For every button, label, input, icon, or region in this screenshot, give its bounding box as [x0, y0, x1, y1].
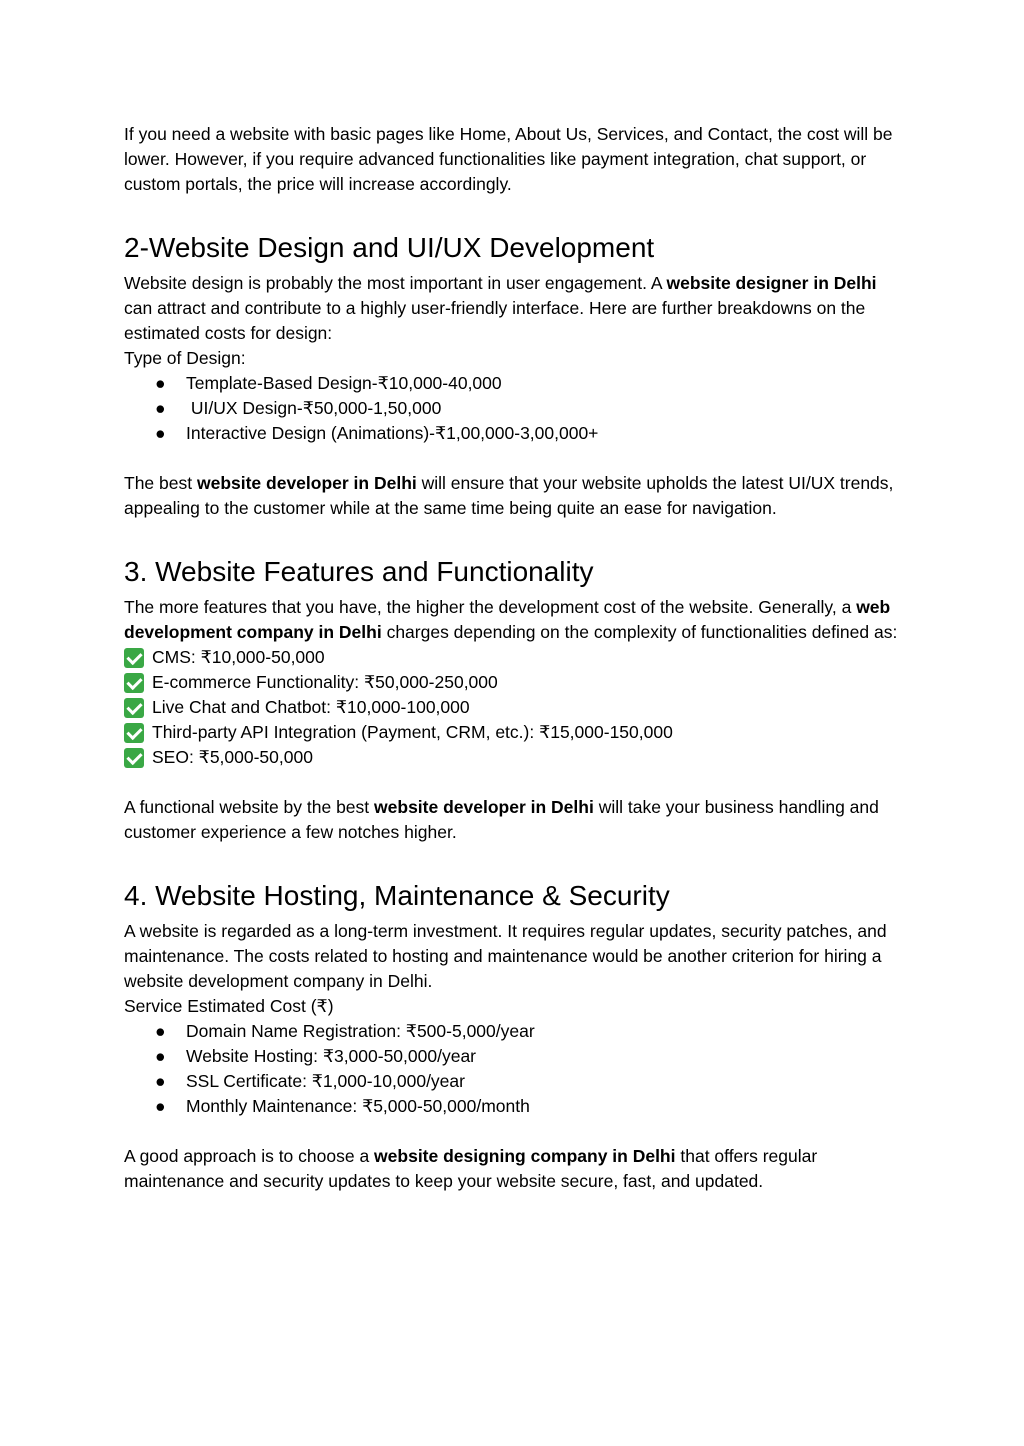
bullet-icon: ● [155, 1046, 166, 1066]
service-cost-list [124, 1019, 904, 1119]
keyword-website-developer: website developer in Delhi [196, 473, 417, 493]
keyword-website-developer: website developer in Delhi [374, 797, 594, 817]
check-mark-icon [124, 648, 144, 668]
list-item: ● Monthly Maintenance: ₹5,000-50,000/month [124, 1094, 904, 1119]
list-item: Live Chat and Chatbot: ₹10,000-100,000 [124, 695, 904, 720]
list-item: ● Template-Based Design-₹10,000-40,000 [124, 371, 904, 396]
list-item: E-commerce Functionality: ₹50,000-250,000 [124, 670, 904, 695]
bullet-icon: ● [155, 1096, 166, 1116]
list-item: ● Domain Name Registration: ₹500-5,000/year [124, 1019, 904, 1044]
service-cost-label: Service Estimated Cost (₹) [124, 996, 334, 1016]
list-item: ● SSL Certificate: ₹1,000-10,000/year [124, 1069, 904, 1094]
bullet-icon: ● [155, 1071, 166, 1091]
bullet-icon: ● [155, 423, 166, 443]
document-content [124, 122, 904, 1194]
check-mark-icon [124, 698, 144, 718]
keyword-website-designer: website designer in Delhi [666, 273, 877, 293]
list-item: SEO: ₹5,000-50,000 [124, 745, 904, 770]
section4-heading: 4. Website Hosting, Maintenance & Security [124, 880, 670, 911]
check-mark-icon [124, 748, 144, 768]
section3-paragraph-2: A functional website by the best website developer in Delhi will take your business handling and customer experience a few notches higher. [124, 797, 879, 842]
check-mark-icon [124, 723, 144, 743]
section4-paragraph-2: A good approach is to choose a website designing company in Delhi that offers regular maintenance and security updates to keep your website secure, fast, and updated. [124, 1146, 818, 1191]
section3-heading: 3. Website Features and Functionality [124, 556, 594, 587]
list-item: CMS: ₹10,000-50,000 [124, 645, 904, 670]
bullet-icon: ● [155, 398, 166, 418]
intro-paragraph: If you need a website with basic pages like Home, About Us, Services, and Contact, the cost will be lower. However, if you require advanced functionalities like payment integration, chat support, or custom portals, the price will increase accordingly. [124, 124, 893, 194]
keyword-website-designing-company: website designing company in Delhi [374, 1146, 676, 1166]
bullet-icon: ● [155, 373, 166, 393]
section2-paragraph-2: The best website developer in Delhi will ensure that your website upholds the latest UI/UX trends, appealing to the customer while at the same time being quite an ease for navigation. [124, 473, 894, 518]
section4-paragraph-1: A website is regarded as a long-term investment. It requires regular updates, security patches, and maintenance. The costs related to hosting and maintenance would be another criterion for hiring a website development company in Delhi. [124, 921, 887, 991]
list-item: Third-party API Integration (Payment, CRM, etc.): ₹15,000-150,000 [124, 720, 904, 745]
check-mark-icon [124, 673, 144, 693]
section2-paragraph-1: Website design is probably the most important in user engagement. A website designer in Delhi can attract and contribute to a highly user-friendly interface. Here are further breakdowns on the estimated costs for design: [124, 273, 877, 343]
features-list [124, 645, 904, 770]
section3-paragraph-1: The more features that you have, the higher the development cost of the website. Generally, a web development company in Delhi charges depending on the complexity of functionalities defined as: [124, 597, 898, 642]
section2-heading: 2-Website Design and UI/UX Development [124, 232, 655, 263]
list-item: ● Website Hosting: ₹3,000-50,000/year [124, 1044, 904, 1069]
keyword-web-development-company: web development company in Delhi [124, 597, 891, 642]
bullet-icon: ● [155, 1021, 166, 1041]
list-item: ● Interactive Design (Animations)-₹1,00,000-3,00,000+ [124, 421, 904, 446]
design-type-list [124, 371, 904, 446]
list-item: ● UI/UX Design-₹50,000-1,50,000 [124, 396, 904, 421]
design-type-label: Type of Design: [124, 348, 246, 368]
